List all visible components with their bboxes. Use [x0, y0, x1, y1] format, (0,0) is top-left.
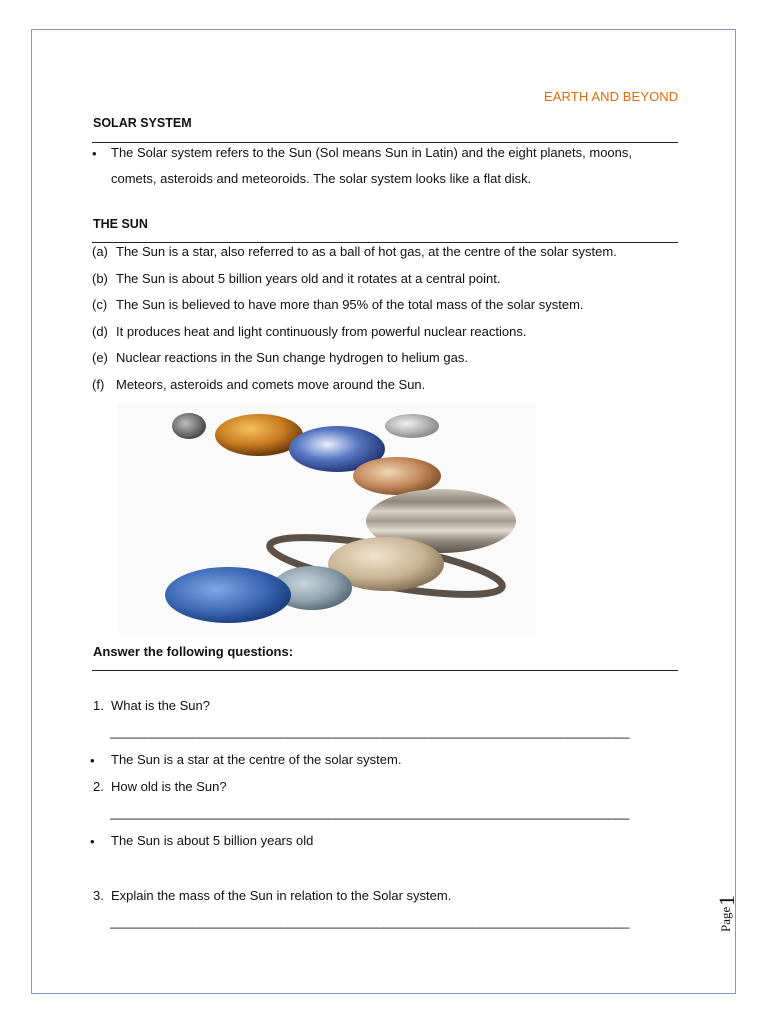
neptune-planet: [165, 567, 291, 623]
header-title: EARTH AND BEYOND: [544, 89, 679, 104]
mars-planet: [353, 457, 441, 495]
answer-2: The Sun is about 5 billion years old: [111, 833, 314, 848]
questions-rule: [92, 670, 678, 671]
list-item: (f) Meteors, asteroids and comets move around the Sun.: [92, 376, 426, 392]
the-sun-heading: THE SUN: [93, 217, 148, 231]
bullet-dot: •: [92, 146, 97, 161]
mercury-planet: [172, 413, 206, 439]
list-item: (d) It produces heat and light continuously from powerful nuclear reactions.: [92, 323, 527, 339]
moon: [385, 414, 439, 438]
answer-line-1: ____________________________________________________________________________: [110, 724, 630, 739]
bullet-dot: •: [90, 753, 95, 768]
list-item: (a) The Sun is a star, also referred to as a ball of hot gas, at the centre of the solar system.: [92, 244, 617, 259]
bullet-dot: •: [90, 834, 95, 849]
planets-svg: [118, 403, 536, 633]
question-2: 2. How old is the Sun?: [93, 779, 227, 794]
answer-1: The Sun is a star at the centre of the solar system.: [111, 752, 402, 767]
list-item: (b) The Sun is about 5 billion years old and it rotates at a central point.: [92, 270, 501, 286]
page-label: Page: [718, 906, 733, 932]
question-3: 3. Explain the mass of the Sun in relation to the Solar system.: [93, 888, 452, 903]
planets-illustration: [118, 403, 536, 633]
question-1: 1. What is the Sun?: [93, 698, 210, 713]
page-number-value: 1: [714, 895, 739, 906]
page-number: [706, 880, 740, 940]
questions-heading: Answer the following questions:: [93, 644, 294, 659]
sun-facts-list: [92, 239, 682, 399]
solar-system-heading: SOLAR SYSTEM: [93, 116, 192, 130]
solar-system-bullet-text: The Solar system refers to the Sun (Sol means Sun in Latin) and the eight planets, moons, comets, asteroids and meteoroids. The solar system looks like a flat disk.: [111, 145, 633, 186]
list-item: (e) Nuclear reactions in the Sun change hydrogen to helium gas.: [92, 350, 468, 366]
answer-line-3: ____________________________________________________________________________: [110, 914, 630, 929]
answer-line-2: ____________________________________________________________________________: [110, 805, 630, 820]
list-item: (c) The Sun is believed to have more than 95% of the total mass of the solar system.: [92, 297, 584, 313]
